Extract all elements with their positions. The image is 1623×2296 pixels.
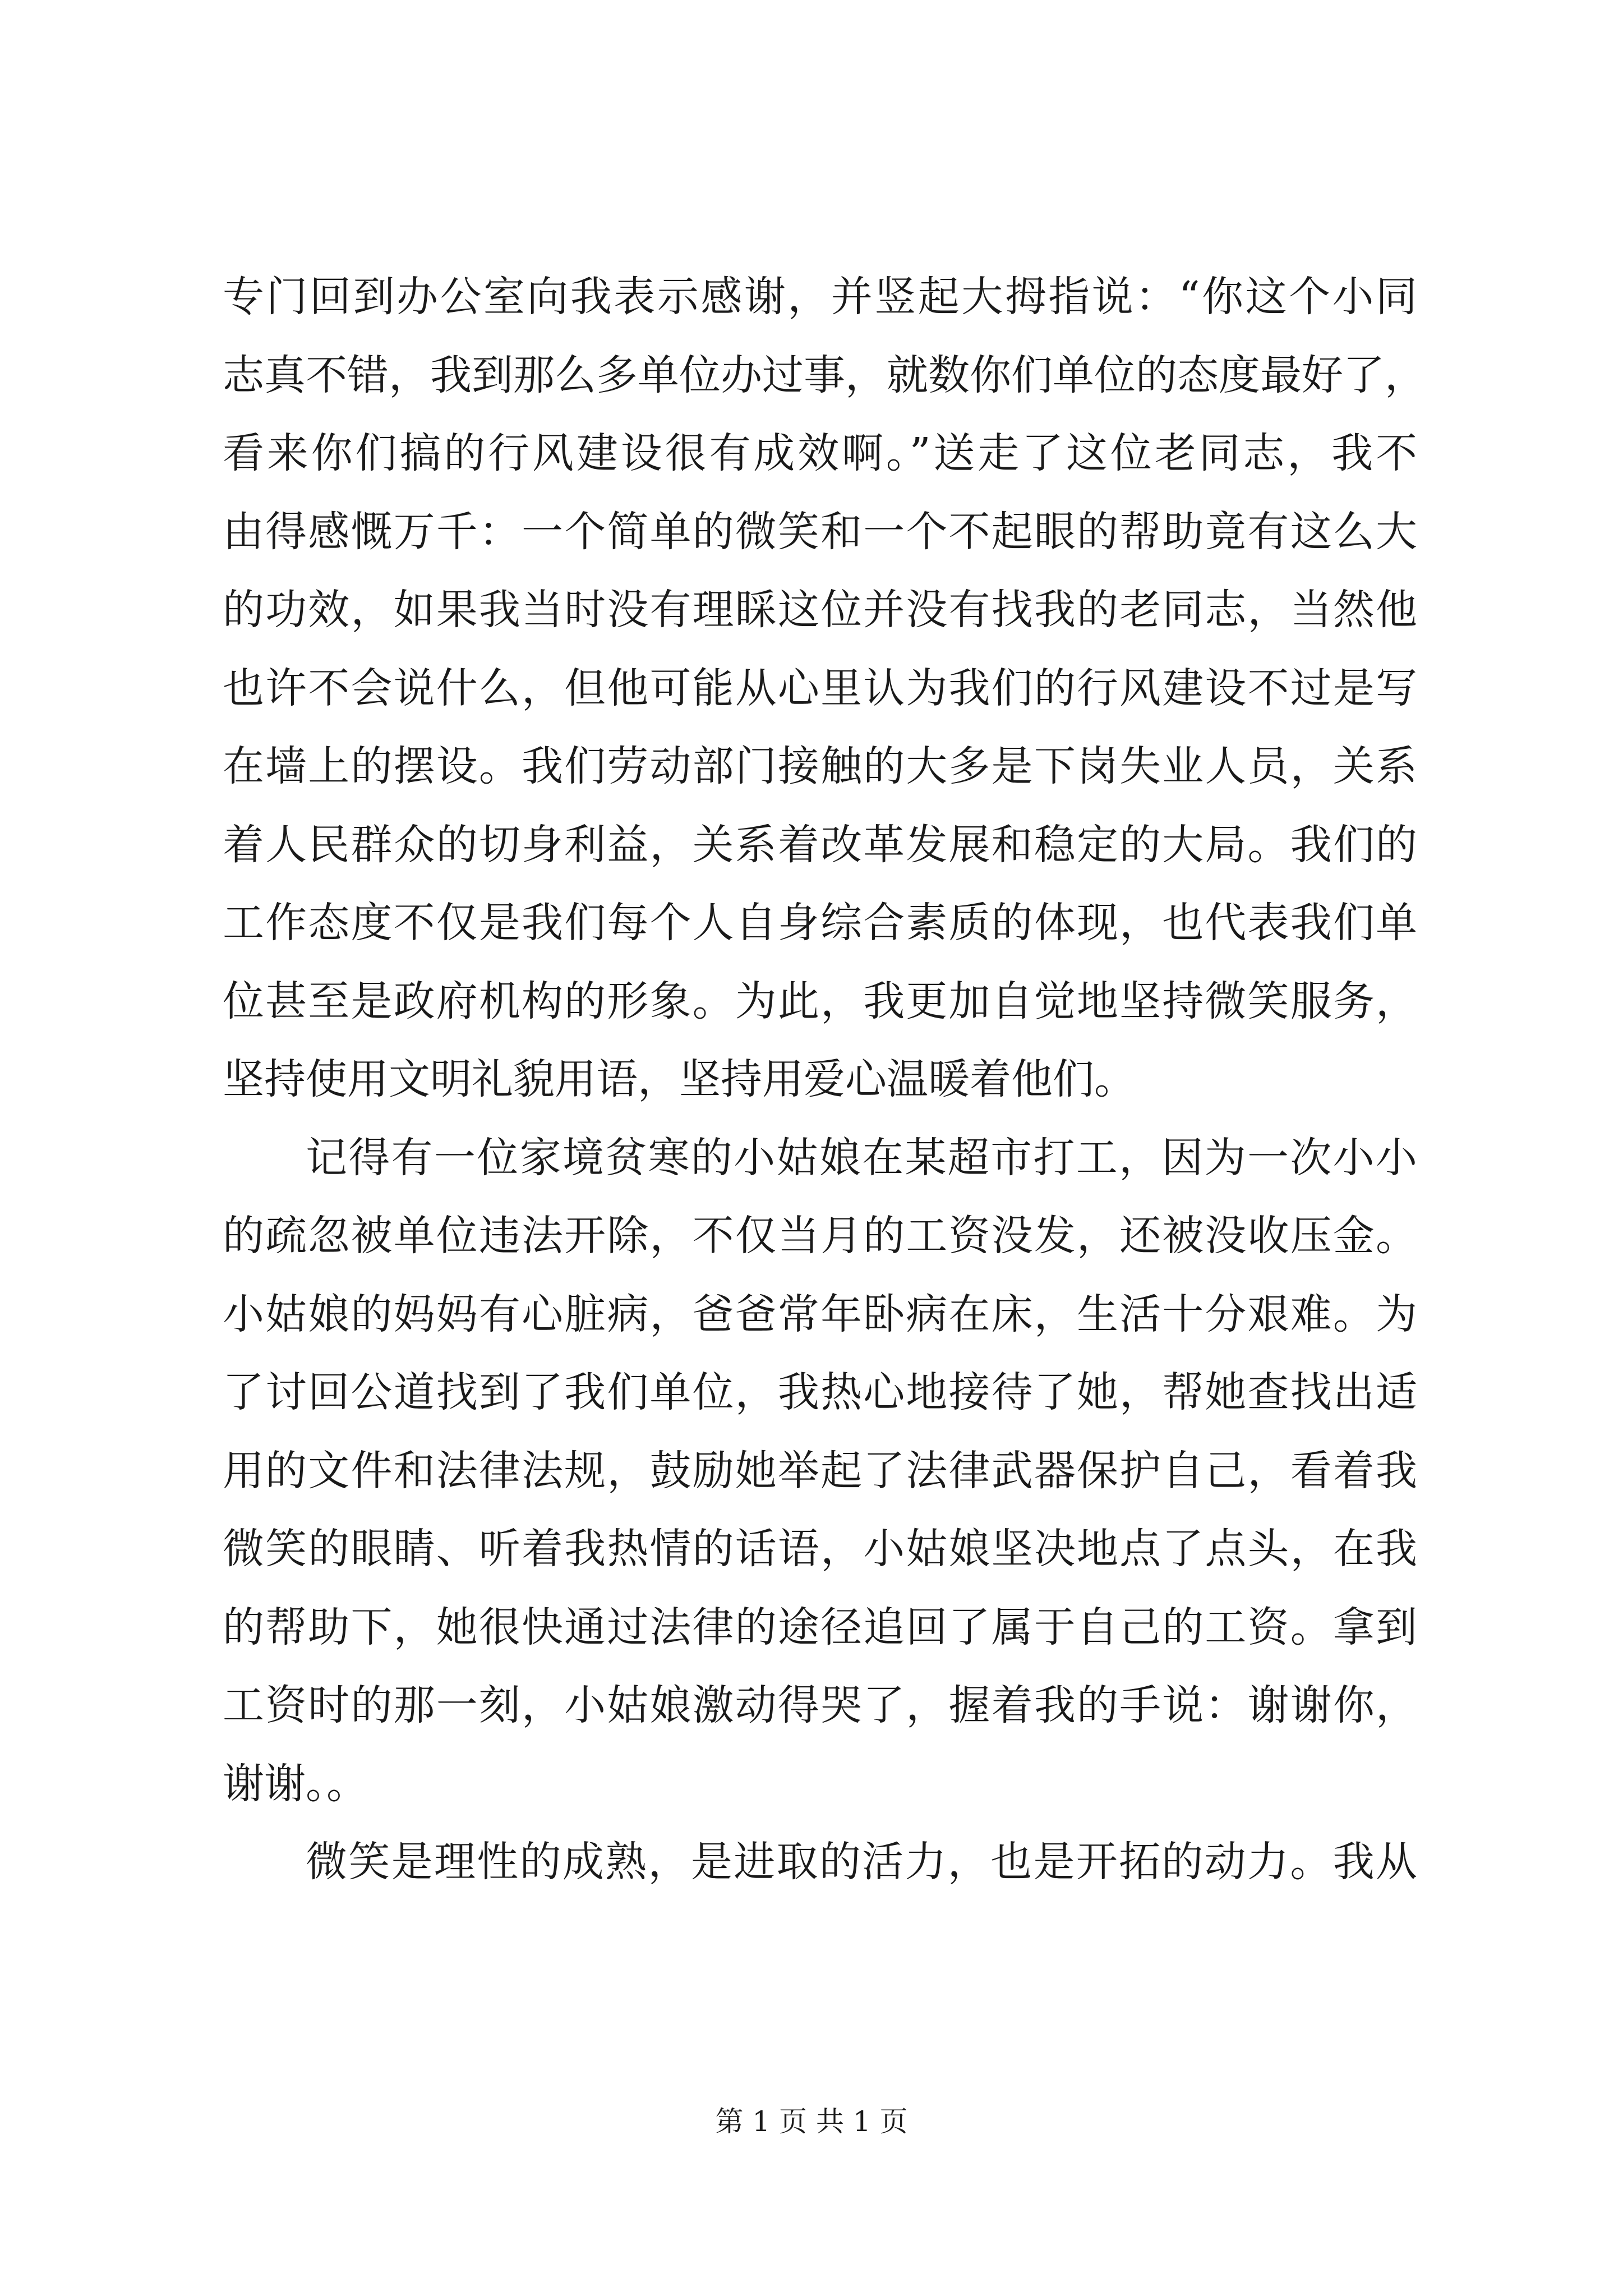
page-footer xyxy=(0,2099,1623,2139)
text-line: 工作态度不仅是我们每个人自身综合素质的体现，也代表我们单 xyxy=(223,899,1417,947)
text-line: 微笑的眼睛、听着我热情的话语，小姑娘坚决地点了点头，在我 xyxy=(223,1525,1417,1573)
text-line: 谢谢。。 xyxy=(223,1759,368,1808)
text-line: 看来你们搞的行风建设很有成效啊。”送走了这位老同志，我不 xyxy=(223,429,1417,477)
text-line: 了讨回公道找到了我们单位，我热心地接待了她，帮她查找出适 xyxy=(223,1368,1417,1416)
text-line: 坚持使用文明礼貌用语，坚持用爱心温暖着他们。 xyxy=(223,1055,1136,1103)
document-body xyxy=(223,258,1426,1902)
text-line: 在墙上的摆设。我们劳动部门接触的大多是下岗失业人员，关系 xyxy=(223,742,1417,790)
text-line: 专门回到办公室向我表示感谢，并竖起大拇指说：“你这个小同 xyxy=(223,273,1417,321)
text-line: 的功效，如果我当时没有理睬这位并没有找我的老同志，当然他 xyxy=(223,586,1417,634)
text-line: 工资时的那一刻，小姑娘激动得哭了，握着我的手说：谢谢你， xyxy=(223,1681,1417,1729)
text-line: 着人民群众的切身利益，关系着改革发展和稳定的大局。我们的 xyxy=(223,820,1417,869)
text-line: 用的文件和法律法规，鼓励她举起了法律武器保护自己，看着我 xyxy=(223,1446,1417,1495)
text-line: 由得感慨万千：一个简单的微笑和一个不起眼的帮助竟有这么大 xyxy=(223,507,1417,556)
page-number-label: 第 1 页 共 1 页 xyxy=(715,2105,908,2138)
text-line: 的帮助下，她很快通过法律的途径追回了属于自己的工资。拿到 xyxy=(223,1603,1417,1651)
text-line: 位甚至是政府机构的形象。为此，我更加自觉地坚持微笑服务， xyxy=(223,977,1417,1025)
text-line: 微笑是理性的成熟，是进取的活力，也是开拓的动力。我从 xyxy=(306,1838,1417,1886)
text-line: 小姑娘的妈妈有心脏病，爸爸常年卧病在床，生活十分艰难。为 xyxy=(223,1290,1417,1338)
text-line: 记得有一位家境贫寒的小姑娘在某超市打工，因为一次小小 xyxy=(306,1133,1417,1182)
text-line: 志真不错，我到那么多单位办过事，就数你们单位的态度最好了， xyxy=(223,351,1426,399)
text-line: 也许不会说什么，但他可能从心里认为我们的行风建设不过是写 xyxy=(223,664,1417,712)
text-line: 的疏忽被单位违法开除，不仅当月的工资没发，还被没收压金。 xyxy=(223,1212,1417,1260)
